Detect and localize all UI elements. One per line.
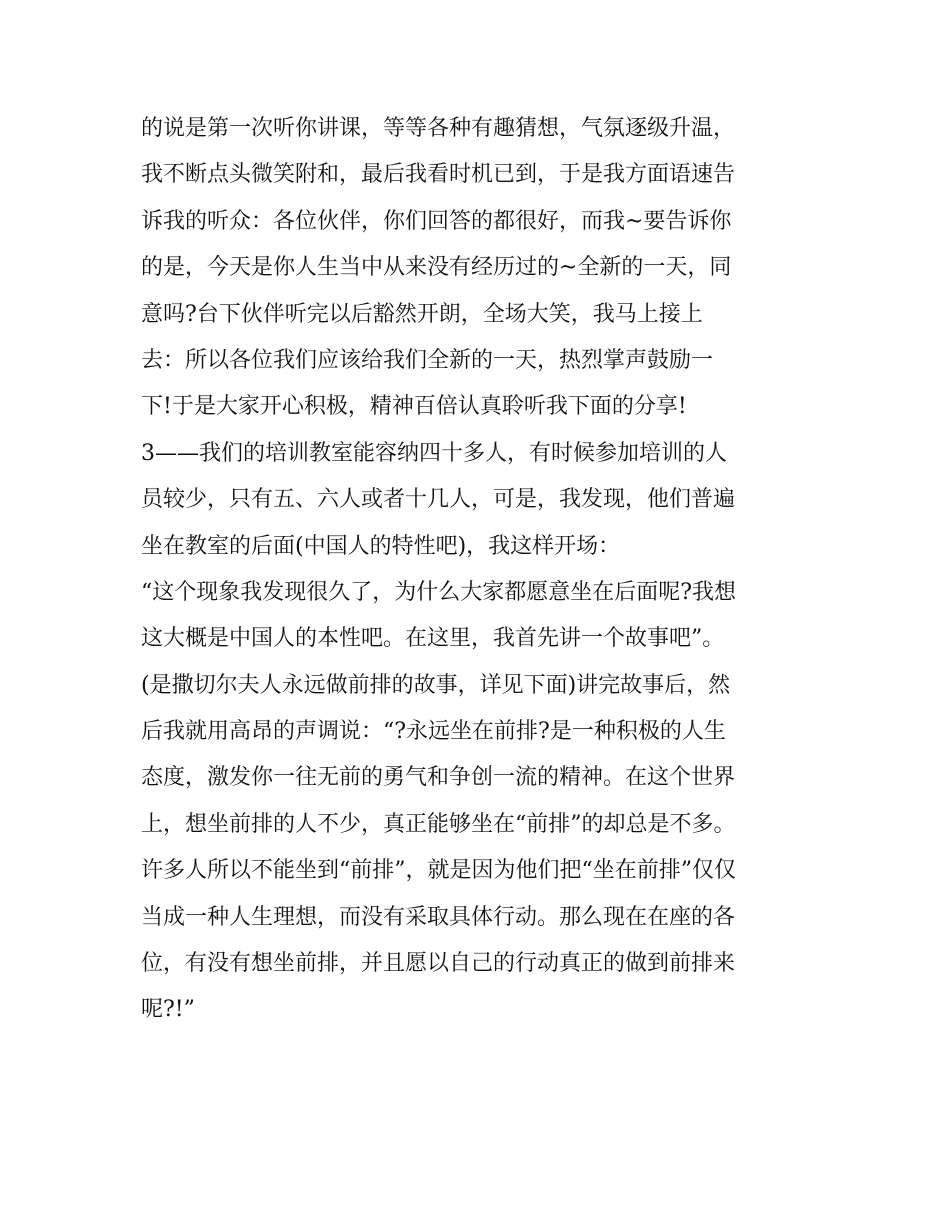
text-line: 位，有没有想坐前排，并且愿以自己的行动真正的做到前排来: [141, 951, 736, 977]
text-line: 这大概是中国人的本性吧。在这里，我首先讲一个故事吧”。: [141, 626, 725, 652]
text-line: 呢?!”: [141, 997, 195, 1023]
text-line: 许多人所以不能坐到“前排”，就是因为他们把“坐在前排”仅仅: [141, 858, 736, 884]
text-line: 的是，今天是你人生当中从来没有经历过的~全新的一天，同: [141, 255, 732, 281]
text-line: 去：所以各位我们应该给我们全新的一天，热烈掌声鼓励一: [141, 347, 714, 373]
text-line: 坐在教室的后面(中国人的特性吧)，我这样开场：: [141, 533, 621, 559]
body-text: [141, 106, 821, 1034]
text-line: 的说是第一次听你讲课，等等各种有趣猜想，气氛逐级升温，: [141, 116, 736, 141]
text-line: 诉我的听众：各位伙伴，你们回答的都很好，而我~要告诉你: [141, 208, 732, 234]
text-line: “这个现象我发现很久了，为什么大家都愿意坐在后面呢?我想: [141, 579, 737, 605]
text-line: 上，想坐前排的人不少，真正能够坐在“前排”的却总是不多。: [141, 811, 736, 837]
text-line: 当成一种人生理想，而没有采取具体行动。那么现在在座的各: [141, 904, 736, 930]
text-line: 下!于是大家开心积极，精神百倍认真聆听我下面的分享!: [141, 394, 687, 420]
text-line: 员较少，只有五、六人或者十几人，可是，我发现，他们普遍: [141, 487, 736, 513]
text-line: (是撒切尔夫人永远做前排的故事，详见下面)讲完故事后，然: [141, 672, 731, 698]
text-line: 后我就用高昂的声调说：“?永远坐在前排?是一种积极的人生: [141, 719, 726, 745]
text-line: 3——我们的培训教室能容纳四十多人，有时候参加培训的人: [141, 440, 727, 466]
text-line: 我不断点头微笑附和，最后我看时机已到，于是我方面语速告: [141, 162, 736, 188]
text-line: 意吗?台下伙伴听完以后豁然开朗，全场大笑，我马上接上: [141, 301, 703, 327]
text-line: 态度，激发你一往无前的勇气和争创一流的精神。在这个世界: [141, 765, 736, 791]
